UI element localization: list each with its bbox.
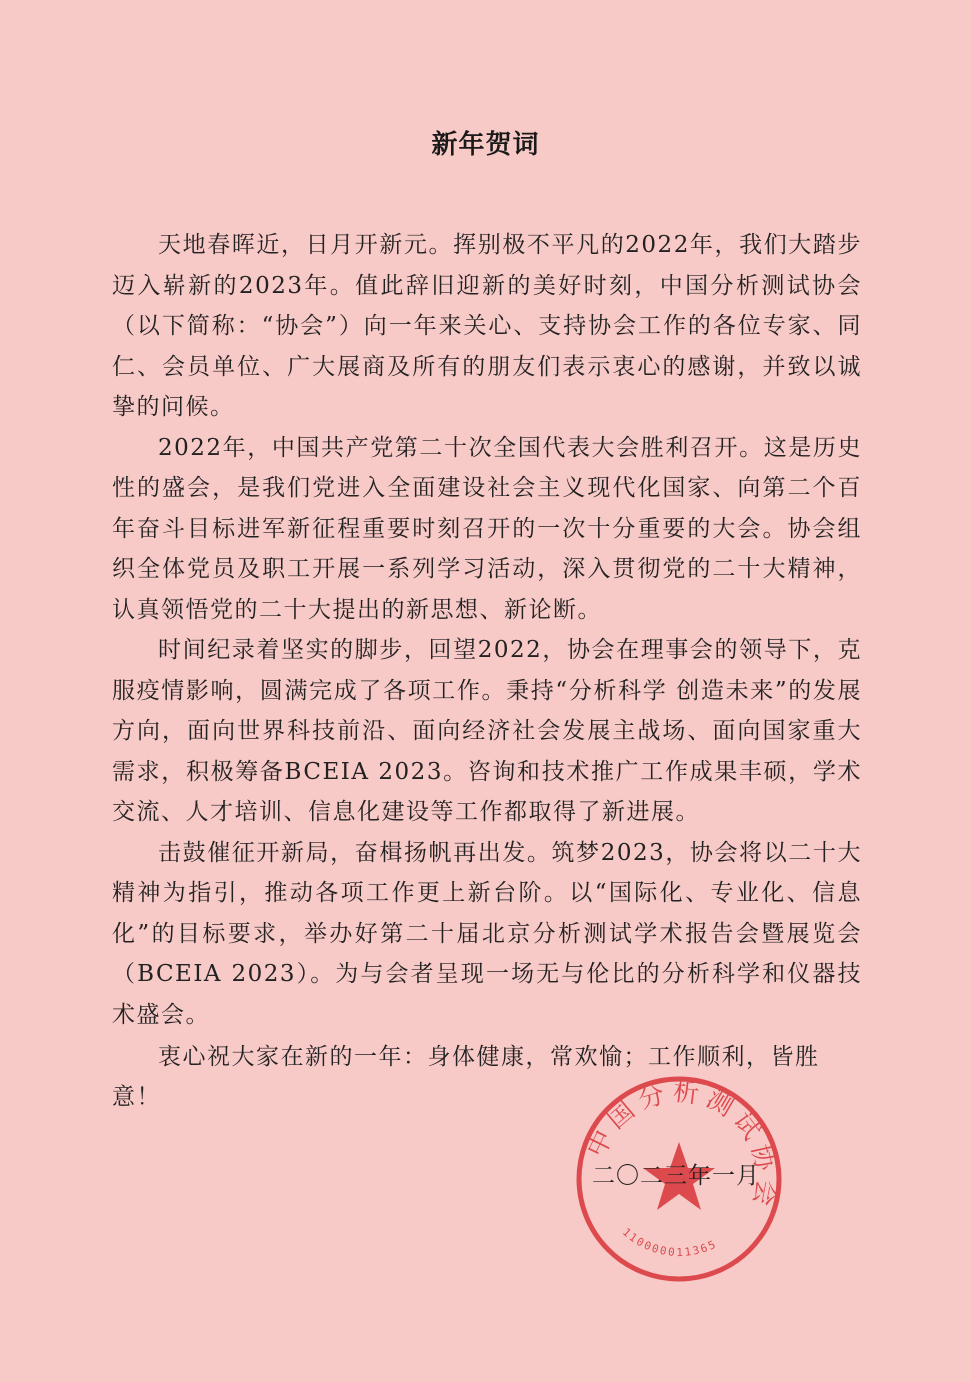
closing-wishes: 衷心祝大家在新的一年：身体健康，常欢愉；工作顺利，皆胜意！: [112, 1044, 820, 1110]
paragraph-4: 击鼓催征开新局，奋楫扬帆再出发。筑梦2023，协会将以二十大精神为指引，推动各项工作更上新台阶。以“国际化、专业化、信息化”的目标要求，举办好第二十届北京分析测试学术报告会暨展览会（BCEIA 2023）。为与会者呈现一场无与伦比的分析科学和仪器技术盛会。: [112, 839, 862, 1028]
paragraph-1: 天地春晖近，日月开新元。挥别极不平凡的2022年，我们大踏步迈入崭新的2023年。值此辞旧迎新的美好时刻，中国分析测试协会（以下简称：“协会”）向一年来关心、支持协会工作的各位专家、同仁、会员单位、广大展商及所有的朋友们表示衷心的感谢，并致以诚挚的问候。: [112, 232, 862, 420]
page-title: 新年贺词: [431, 130, 540, 160]
letter-body: [112, 225, 862, 1035]
paragraph-2: 2022年，中国共产党第二十次全国代表大会胜利召开。这是历史性的盛会，是我们党进入全面建设社会主义现代化国家、向第二个百年奋斗目标进军新征程重要时刻召开的一次十分重要的大会。协会组织全体党员及职工开展一系列学习活动，深入贯彻党的二十大精神，认真领悟党的二十大提出的新思想、新论断。: [112, 434, 862, 623]
paragraph-3: 时间纪录着坚实的脚步，回望2022，协会在理事会的领导下，克服疫情影响，圆满完成了各项工作。秉持“分析科学 创造未来”的发展方向，面向世界科技前沿、面向经济社会发展主战场、面向国家重大需求，积极筹备BCEIA 2023。咨询和技术推广工作成果丰硕，学术交流、人才培训、信息化建设等工作都取得了新进展。: [112, 637, 862, 825]
letter-date: 二〇二三年一月: [592, 1163, 760, 1189]
seal-number-text: 110000011365: [619, 1225, 720, 1260]
seal-name-text: 中国分析测试协会: [581, 1076, 782, 1215]
